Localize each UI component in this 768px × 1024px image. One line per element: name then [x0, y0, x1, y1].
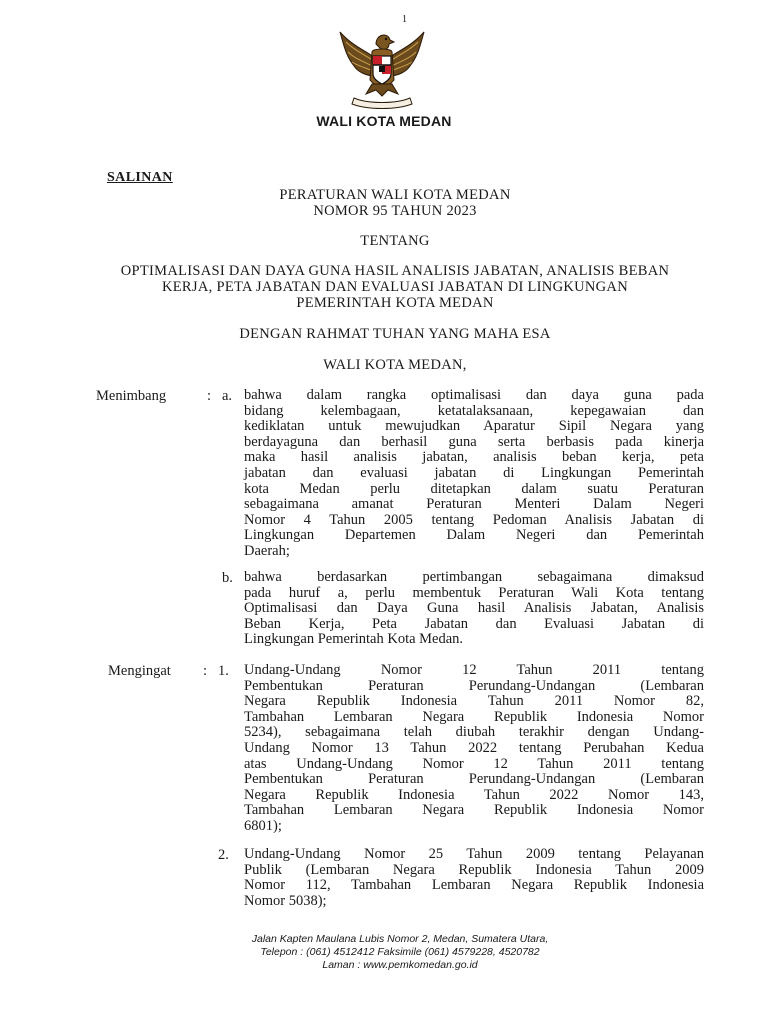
mengingat-label: Mengingat — [108, 663, 171, 679]
mengingat-colon: : — [203, 663, 208, 679]
text-line: Daerah; — [244, 542, 290, 559]
text-line: bidang kelembagaan, ketatalaksanaan, kepegawaian dan — [244, 402, 704, 419]
text-line: Publik (Lembaran Negara Republik Indonesia Tahun 2009 — [244, 861, 704, 878]
text-line: Beban Kerja, Peta Jabatan dan Evaluasi Jabatan di — [244, 615, 704, 632]
tentang-heading: TENTANG — [360, 233, 430, 249]
text-line: Nomor 112, Tambahan Lembaran Negara Republik Indonesia — [244, 877, 704, 894]
text-line: Negara Republik Indonesia Tahun 2022 Nomor 143, — [244, 786, 704, 803]
text-line: bahwa dalam rangka optimalisasi dan daya guna pada — [244, 387, 704, 403]
menimbang-item-b — [244, 570, 704, 648]
text-line: Nomor 5038); — [244, 892, 327, 909]
text-line: pada huruf a, perlu membentuk Peraturan Wali Kota tentang — [244, 584, 704, 601]
menimbang-label: Menimbang — [96, 388, 167, 404]
text-line: Tambahan Lembaran Negara Republik Indonesia Nomor — [244, 708, 704, 725]
text-line: Tambahan Lembaran Negara Republik Indonesia Nomor — [244, 802, 704, 819]
mayor-title: WALI KOTA MEDAN — [316, 113, 452, 129]
text-line: kota Medan perlu ditetapkan dalam suatu Peraturan — [244, 480, 704, 497]
text-line: Undang-Undang Nomor 12 Tahun 2011 tentang — [244, 662, 704, 678]
mengingat-item-2 — [244, 847, 704, 909]
text-line: Lingkungan Departemen Dalam Negeri dan Pemerintah — [244, 527, 704, 544]
text-line: Lingkungan Pemerintah Kota Medan. — [244, 631, 464, 648]
footer-website: Laman : www.pemkomedan.go.id — [322, 959, 478, 971]
subject-line: KERJA, PETA JABATAN DAN EVALUASI JABATAN DI LINGKUNGAN — [162, 279, 628, 295]
item-marker: b. — [222, 570, 233, 586]
subject-line: PEMERINTAH KOTA MEDAN — [296, 295, 494, 311]
text-line: Undang Nomor 13 Tahun 2022 tentang Perubahan Kedua — [244, 739, 704, 756]
text-line: Nomor 4 Tahun 2005 tentang Pedoman Analisis Jabatan di — [244, 511, 704, 528]
subject-line: OPTIMALISASI DAN DAYA GUNA HASIL ANALISIS JABATAN, ANALISIS BEBAN — [120, 263, 670, 279]
text-line: Undang-Undang Nomor 25 Tahun 2009 tentang Pelayanan — [244, 846, 704, 862]
mayor-line: WALI KOTA MEDAN, — [323, 357, 467, 373]
blessing-line: DENGAN RAHMAT TUHAN YANG MAHA ESA — [239, 326, 551, 342]
text-line: Pembentukan Peraturan Perundang-Undangan (Lembaran — [244, 771, 704, 788]
footer-phone: Telepon : (061) 4512412 Faksimile (061) 4579228, 4520782 — [260, 946, 540, 958]
regulation-number: NOMOR 95 TAHUN 2023 — [313, 203, 477, 219]
garuda-emblem-icon — [332, 22, 432, 110]
text-line: kediklatan untuk mewujudkan Aparatur Sipil Negara yang — [244, 418, 704, 435]
item-marker: 2. — [218, 847, 229, 863]
text-line: atas Undang-Undang Nomor 12 Tahun 2011 tentang — [244, 755, 704, 772]
footer-address: Jalan Kapten Maulana Lubis Nomor 2, Medan, Sumatera Utara, — [251, 933, 549, 945]
menimbang-colon: : — [207, 388, 212, 404]
item-marker: 1. — [218, 663, 229, 679]
text-line: Negara Republik Indonesia Tahun 2011 Nomor 82, — [244, 693, 704, 710]
text-line: 5234), sebagaimana telah diubah terakhir dengan Undang- — [244, 724, 704, 741]
regulation-title: PERATURAN WALI KOTA MEDAN — [279, 187, 511, 203]
text-line: sebagaimana amanat Peraturan Menteri Dalam Negeri — [244, 496, 704, 513]
text-line: 6801); — [244, 817, 282, 834]
page-number: 1 — [402, 14, 407, 25]
item-marker: a. — [222, 388, 233, 404]
text-line: jabatan dan evaluasi jabatan di Lingkungan Pemerintah — [244, 464, 704, 481]
menimbang-item-a — [244, 388, 704, 560]
text-line: Pembentukan Peraturan Perundang-Undangan (Lembaran — [244, 677, 704, 694]
text-line: bahwa berdasarkan pertimbangan sebagaimana dimaksud — [244, 569, 704, 585]
mengingat-item-1 — [244, 663, 704, 835]
text-line: berdayaguna dan berhasil guna serta berbasis pada kinerja — [244, 433, 704, 450]
copy-label: SALINAN — [107, 170, 173, 185]
text-line: Optimalisasi dan Daya Guna hasil Analisis Jabatan, Analisis — [244, 600, 704, 617]
text-line: maka hasil analisis jabatan, analisis beban kerja, peta — [244, 449, 704, 466]
